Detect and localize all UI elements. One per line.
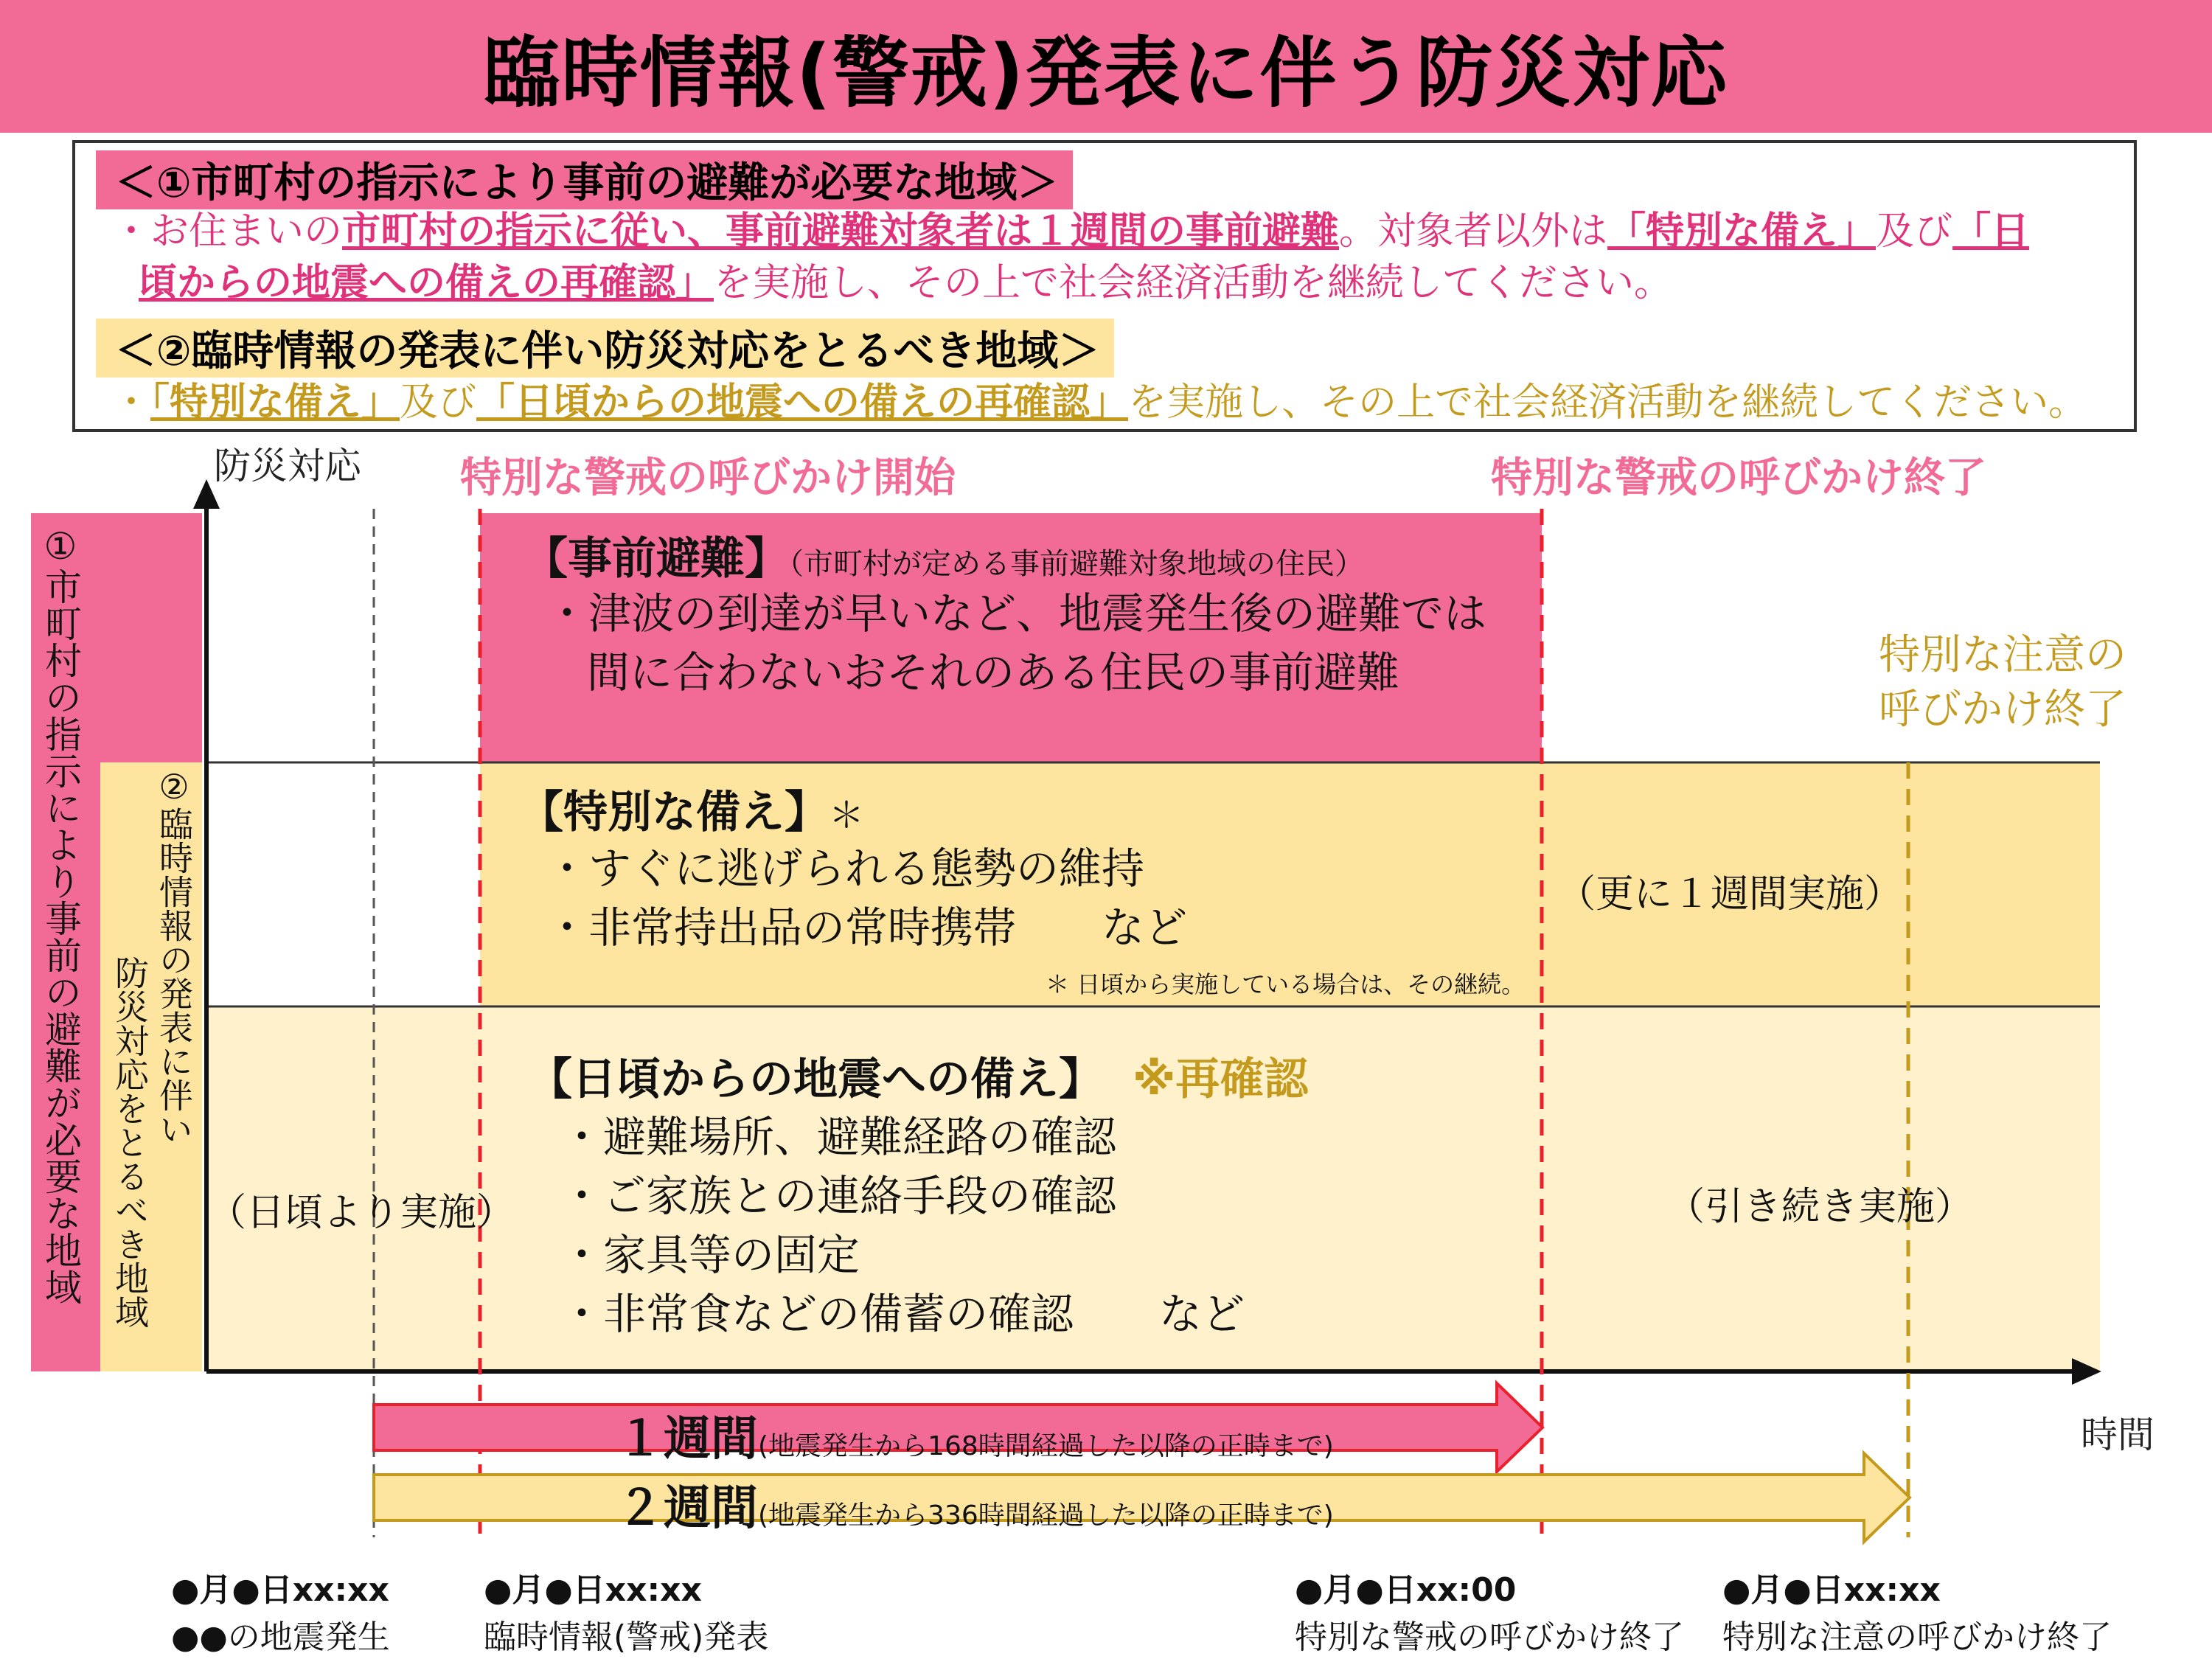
timeline-event-warning-issued: ●月●日xx:xx 臨時情報(警戒)発表 (484, 1571, 769, 1656)
special-continue-label: （更に１週間実施） (1557, 872, 1903, 917)
evacuation-item-1: ・津波の到達が早いなど、地震発生後の避難では (546, 588, 1487, 639)
timeline-event-warning-end: ●月●日xx:00 特別な警戒の呼びかけ終了 (1295, 1571, 1684, 1656)
special-heading-row: 【特別な備え】＊ (519, 787, 865, 838)
evacuation-heading-row: 【事前避難】（市町村が定める事前避難対象地域の住民） (524, 533, 1364, 585)
timeline-event-attention-end: ●月●日xx:xx 特別な注意の呼びかけ終了 (1722, 1571, 2112, 1656)
special-note: ＊ 日頃から実施している場合は、その継続。 (1046, 970, 1526, 998)
page-title: 臨時情報(警戒)発表に伴う防災対応 (483, 28, 1729, 118)
timeline-event-quake: ●月●日xx:xx ●●の地震発生 (171, 1571, 390, 1656)
special-item-1: ・すぐに逃げられる態勢の維持 (546, 844, 1145, 894)
two-week-label-row: ２週間(地震発生から336時間経過した以降の正時まで) (616, 1481, 1334, 1536)
region2-label-line1: ②臨時情報の発表に伴い (154, 767, 194, 1146)
section1-paragraph-line2: 頃からの地震への備えの再確認」を実施し、その上で社会経済活動を継続してください。 (139, 261, 1673, 305)
daily-after-label: （引き続き実施） (1666, 1185, 1974, 1229)
daily-item-3: ・家具等の固定 (560, 1230, 860, 1280)
x-axis-label: 時間 (2081, 1413, 2154, 1456)
daily-item-4: ・非常食などの備蓄の確認 など (560, 1289, 1245, 1339)
region2-label-line2: 防災対応をとるべき地域 (110, 956, 150, 1329)
section2-paragraph: ・「特別な備え」及び「日頃からの地震への備えの再確認」を実施し、その上で社会経済活動を継続してください。 (112, 380, 2087, 425)
special-item-2: ・非常持出品の常時携帯 など (546, 902, 1188, 953)
evacuation-item-2: 間に合わないおそれのある住民の事前避難 (587, 647, 1400, 698)
daily-before-label: （日頃より実施） (208, 1191, 515, 1235)
warning-end-callout: 特別な警戒の呼びかけ終了 (1491, 454, 1986, 502)
daily-heading-row: 【日頃からの地震への備え】 ※再確認 (528, 1054, 1309, 1105)
daily-item-1: ・避難場所、避難経路の確認 (560, 1112, 1117, 1162)
daily-item-2: ・ご家族との連絡手段の確認 (560, 1171, 1117, 1221)
one-week-label-row: １週間(地震発生から168時間経過した以降の正時まで) (616, 1412, 1334, 1467)
y-axis-label: 防災対応 (214, 445, 361, 487)
section2-heading: ＜②臨時情報の発表に伴い防災対応をとるべき地域＞ (96, 319, 1114, 378)
region1-label: ①市町村の指示により事前の避難が必要な地域 (39, 525, 82, 1305)
warning-start-callout: 特別な警戒の呼びかけ開始 (460, 454, 956, 502)
section1-heading: ＜①市町村の指示により事前の避難が必要な地域＞ (96, 150, 1073, 209)
attention-end-callout: 特別な注意の 呼びかけ終了 (1879, 631, 2126, 734)
section1-paragraph-line1: ・お住まいの市町村の指示に従い、事前避難対象者は１週間の事前避難。対象者以外は「特別な備え」及び「日 (112, 209, 2030, 254)
y-axis-arrowhead (193, 479, 220, 509)
